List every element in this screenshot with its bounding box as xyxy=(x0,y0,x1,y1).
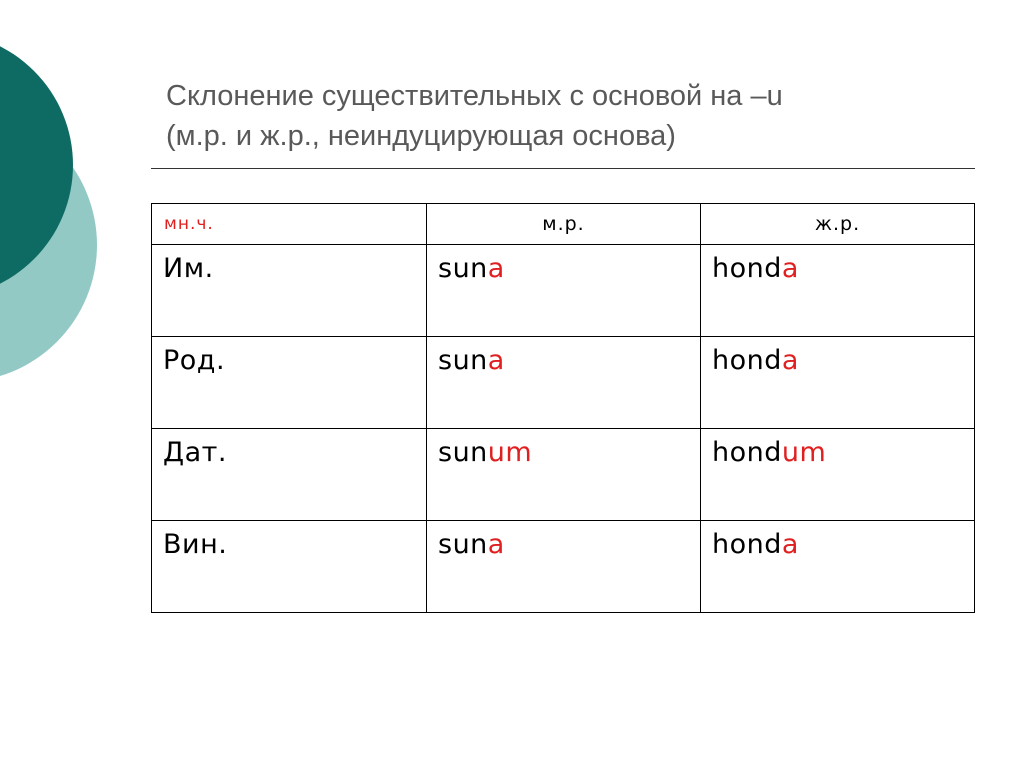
table-row xyxy=(152,337,975,429)
fem-form xyxy=(701,245,974,284)
ending: a xyxy=(781,345,799,376)
case-cell xyxy=(152,245,427,337)
ending: um xyxy=(487,437,533,468)
case-label: Дат. xyxy=(163,437,227,468)
case-label: Вин. xyxy=(163,529,228,560)
table-row xyxy=(152,245,975,337)
stem: hond xyxy=(712,437,782,468)
fem-form xyxy=(701,521,974,560)
header-feminine: ж.р. xyxy=(701,204,975,245)
masc-form xyxy=(427,429,700,468)
declension-table xyxy=(151,203,975,613)
case-cell xyxy=(152,429,427,521)
decorative-circles xyxy=(0,0,110,420)
case-label: Им. xyxy=(163,253,214,284)
stem: sun xyxy=(438,437,488,468)
stem: hond xyxy=(712,253,782,284)
ending: um xyxy=(781,437,827,468)
stem: sun xyxy=(438,345,488,376)
title-divider xyxy=(151,168,975,169)
header-row xyxy=(152,204,975,245)
fem-form xyxy=(701,337,974,376)
fem-form-cell xyxy=(701,429,975,521)
slide-title xyxy=(166,76,986,156)
case-cell xyxy=(152,521,427,613)
masc-form xyxy=(427,337,700,376)
ending: a xyxy=(487,253,505,284)
case-cell xyxy=(152,337,427,429)
masc-form xyxy=(427,521,700,560)
masc-form-cell xyxy=(427,521,701,613)
masc-form-cell xyxy=(427,245,701,337)
header-plural: мн.ч. xyxy=(152,204,427,245)
fem-form xyxy=(701,429,974,468)
ending: a xyxy=(487,345,505,376)
slide-title-line1: Склонение существительных с основой на –u xyxy=(166,80,783,112)
fem-form-cell xyxy=(701,521,975,613)
slide-title-line2: (м.р. и ж.р., неиндуцирующая основа) xyxy=(166,120,676,152)
fem-form-cell xyxy=(701,245,975,337)
fem-form-cell xyxy=(701,337,975,429)
masc-form-cell xyxy=(427,337,701,429)
stem: hond xyxy=(712,345,782,376)
table-row xyxy=(152,429,975,521)
stem: hond xyxy=(712,529,782,560)
ending: a xyxy=(781,529,799,560)
masc-form xyxy=(427,245,700,284)
ending: a xyxy=(487,529,505,560)
stem: sun xyxy=(438,253,488,284)
masc-form-cell xyxy=(427,429,701,521)
header-masculine: м.р. xyxy=(427,204,701,245)
stem: sun xyxy=(438,529,488,560)
table-row xyxy=(152,521,975,613)
ending: a xyxy=(781,253,799,284)
case-label: Род. xyxy=(163,345,226,376)
